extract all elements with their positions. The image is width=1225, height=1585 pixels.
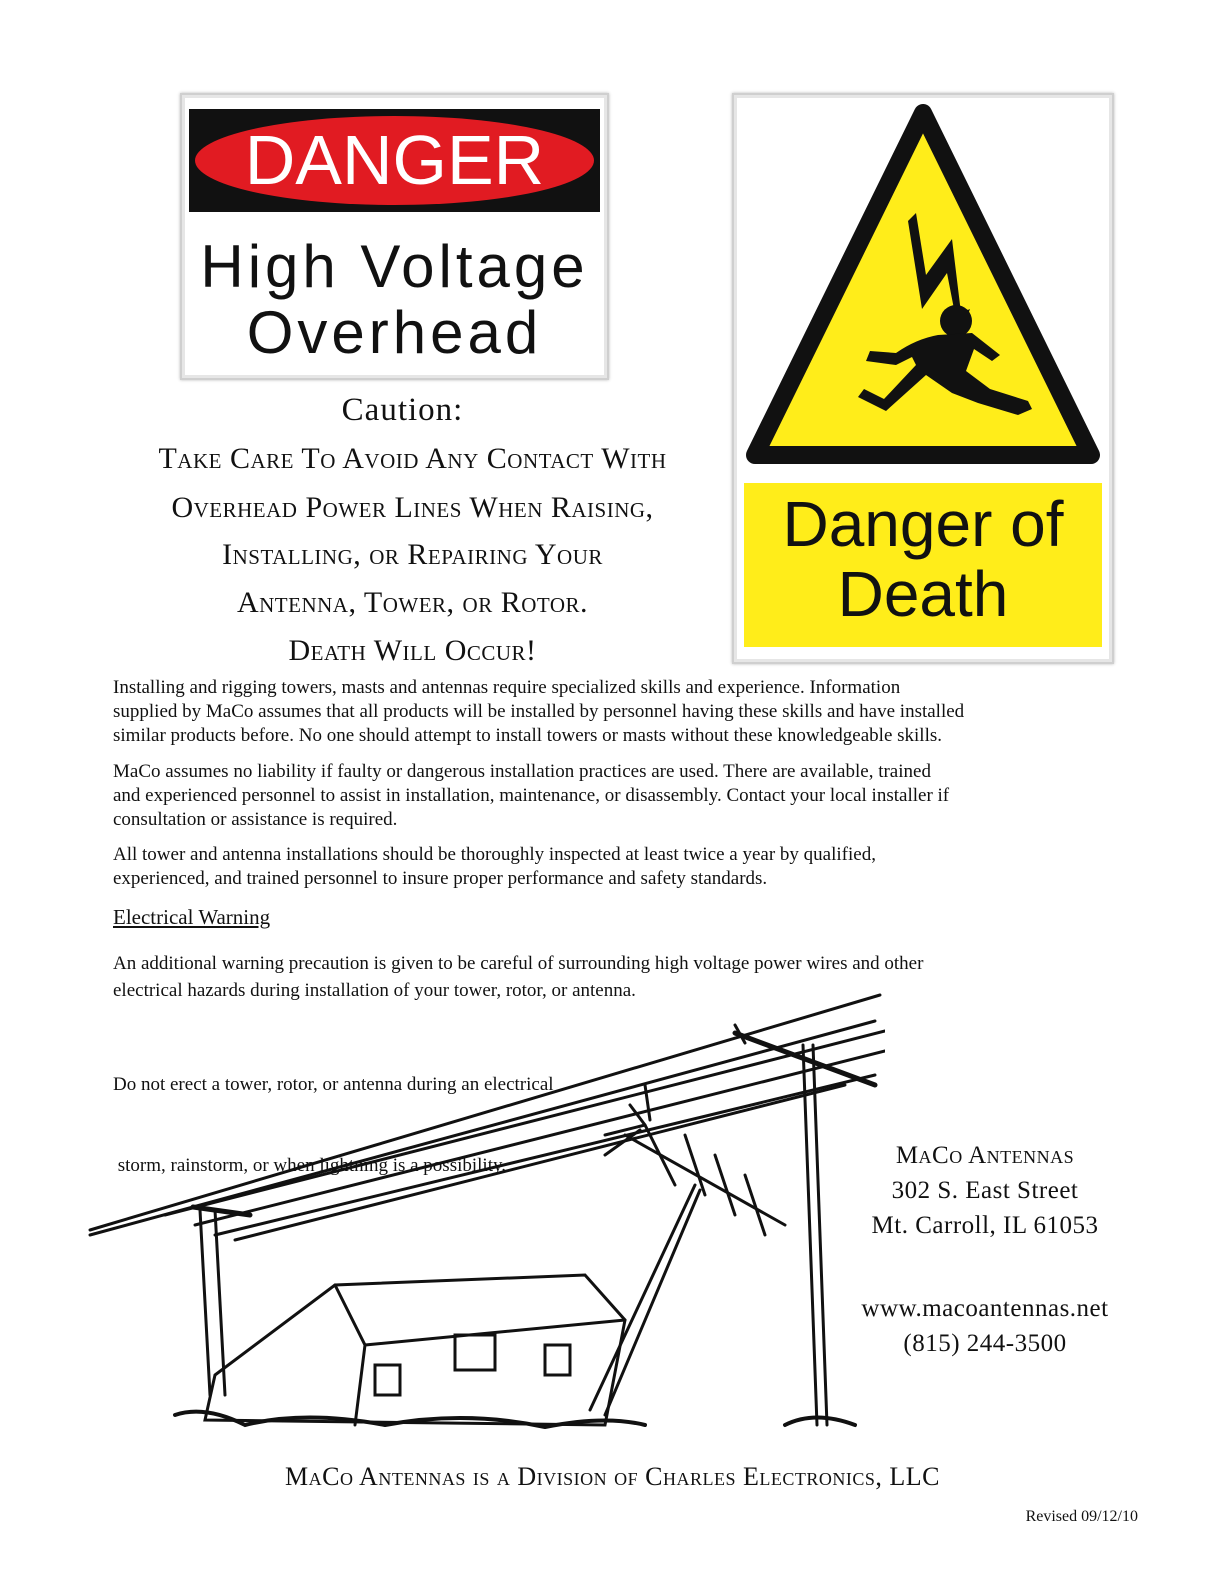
caution-line: Take Care To Avoid Any Contact With [158, 442, 667, 475]
text-line: and experienced personnel to assist in installation, maintenance, or disassembly. Contact your local installer if [113, 785, 950, 806]
paragraph-inspection [113, 843, 1113, 891]
danger-high-voltage-sign [180, 93, 609, 380]
paragraph-liability [113, 760, 1113, 832]
text-line: supplied by MaCo assumes that all products will be installed by personnel having these skills and have installed [113, 701, 965, 722]
text-line: MaCo assumes no liability if faulty or dangerous installation practices are used. There are available, trained [113, 761, 931, 782]
danger-red-oval [195, 116, 594, 205]
text-line: consultation or assistance is required. [113, 809, 398, 830]
phone-number: (815) 244-3500 [903, 1330, 1067, 1357]
text-line: Do not erect a tower, rotor, or antenna during an electrical [113, 1074, 554, 1095]
text-line: experienced, and trained personnel to insure proper performance and safety standards. [113, 868, 768, 889]
website: www.macoantennas.net [861, 1295, 1109, 1322]
caution-title: Caution: [341, 392, 464, 428]
division-footer: MaCo Antennas is a Division of Charles Electronics, LLC [285, 1462, 940, 1491]
death-text: Death [837, 558, 1009, 630]
text-line: Installing and rigging towers, masts and antennas require specialized skills and experience. Information [113, 677, 901, 698]
electric-shock-warning-icon [746, 103, 1100, 471]
revised-date: Revised 09/12/10 [1025, 1508, 1138, 1525]
power-line-accident-illustration [85, 985, 885, 1445]
danger-header-text: DANGER [244, 121, 545, 199]
caution-line: Antenna, Tower, or Rotor. [236, 586, 589, 619]
text-line: storm, rainstorm, or when lightning is a possibility. [113, 1155, 506, 1176]
caution-line: Death Will Occur! [288, 634, 537, 667]
danger-of-text: Danger of [782, 488, 1064, 560]
text-line: All tower and antenna installations should be thoroughly inspected at least twice a year by qualified, [113, 844, 876, 865]
text-line: electrical hazards during installation of your tower, rotor, or antenna. [113, 980, 636, 1001]
caution-line: Installing, or Repairing Your [222, 538, 603, 571]
company-name [830, 1142, 1140, 1170]
street-address: 302 S. East Street [891, 1177, 1079, 1204]
caution-line: Overhead Power Lines When Raising, [171, 491, 654, 524]
company-name-text: MaCo Antennas [895, 1142, 1075, 1169]
text-line: An additional warning precaution is given to be careful of surrounding high voltage power wires and other [113, 953, 924, 974]
high-voltage-text: High Voltage [200, 233, 589, 300]
electrical-warning-heading: Electrical Warning [113, 905, 271, 929]
overhead-text: Overhead [246, 299, 543, 366]
text-line: similar products before. No one should attempt to install towers or masts without these knowledgeable skills. [113, 725, 942, 746]
danger-header-band [189, 109, 600, 212]
city-address: Mt. Carroll, IL 61053 [871, 1212, 1099, 1239]
paragraph-installation-skills [113, 676, 1113, 748]
danger-of-death-sign [732, 93, 1114, 664]
danger-of-death-panel [744, 483, 1102, 647]
